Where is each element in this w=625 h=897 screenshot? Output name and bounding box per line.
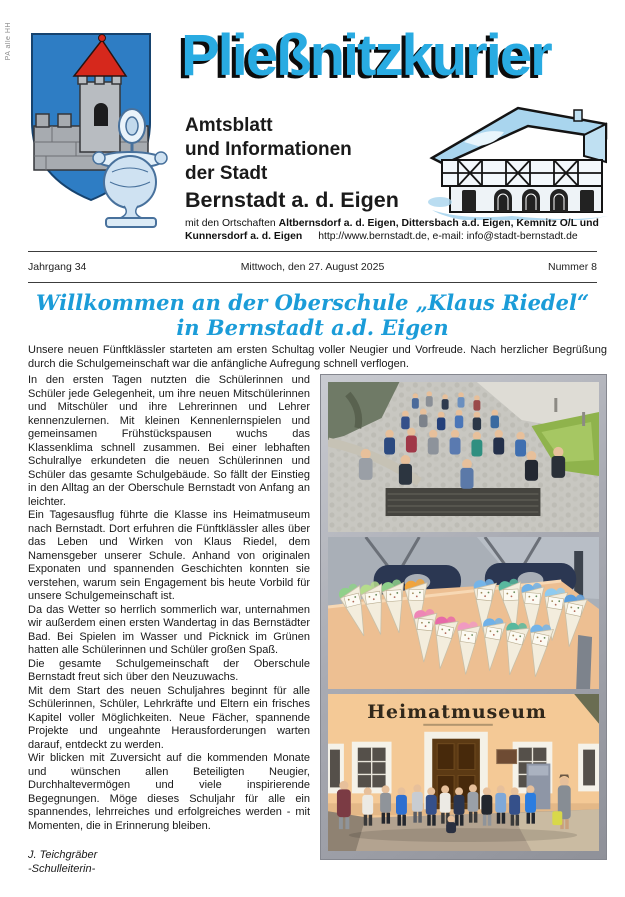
- half-timbered-house-drawing: [424, 102, 612, 220]
- subtitle-city: Bernstadt a. d. Eigen: [185, 188, 399, 212]
- signature-role: -Schulleiterin-: [28, 863, 96, 875]
- issue-date: Mittwoch, den 27. August 2025: [240, 261, 385, 273]
- museum-sign-text: Heimatmuseum: [367, 700, 547, 723]
- masthead: [0, 0, 625, 250]
- article-body: [28, 344, 607, 876]
- paragraph: Wir blicken mit Zuversicht auf die kommenden Monate und wünschen allen Beteiligten Neugier, Durchhaltevermögen und viele inspirierende Begegnungen. Möge dieses Schuljahr für alle ein spannendes, lehrreiches und erfolgreiches werden - mit Momenten, die in Erinnerung bleiben.: [28, 752, 310, 832]
- subtitle-line: Amtsblatt: [185, 115, 273, 136]
- intro-paragraph: Unsere neuen Fünftklässler starteten am ersten Schultag voller Neugier und Vorfreude. Nach herzlicher Begrüßung durch die Schulgemeinschaft war die anfängliche Aufregung schnell verflogen.: [28, 344, 607, 370]
- headline-line2: in Bernstadt a.d. Eigen: [176, 315, 449, 340]
- text-column: [28, 374, 310, 876]
- subtitle-line: und Informationen: [185, 139, 352, 160]
- bench: [386, 488, 541, 516]
- paragraph: Mit dem Start des neuen Schuljahres beginnt für alle Schülerinnen, Schüler, Lehrkräfte und Eltern ein frisches Kapitel voller Möglichkeiten. Neue Fächer, spannende Projekte und ungeahnte Herausforderungen warten darauf, entdeckt zu werden.: [28, 684, 310, 751]
- contact-line: http://www.bernstadt.de, e-mail: info@stadt-bernstadt.de: [318, 230, 578, 242]
- districts-prefix: mit den Ortschaften: [185, 218, 276, 229]
- photo-class-group-outdoors: [328, 382, 599, 532]
- districts-bold: Kunnersdorf a. d. Eigen: [185, 230, 303, 242]
- paragraph: Ein Tagesausflug führte die Klasse ins Heimatmuseum nach Bernstadt. Dort erfuhren die Fünftklässler alles über das Leben und Wirken von Klaus Riedel, dem Namensgeber unserer Schule. Anhand von originalen Exponaten und spannenden Geschichten konnten sie verstehen, warum sein Engagement bis heute Vorbild für unsere Schulgemeinschaft ist.: [28, 509, 310, 602]
- masthead-title: Pließnitzkurier: [181, 23, 551, 88]
- issue-volume: Jahrgang 34: [28, 261, 87, 273]
- coat-of-arms: [28, 30, 180, 238]
- issue-number: Nummer 8: [547, 261, 597, 273]
- masthead-subtitle: [185, 114, 399, 215]
- subtitle-line: der Stadt: [185, 163, 268, 184]
- photo-heimatmuseum-group: [328, 694, 599, 851]
- edge-print-note: PA alle HH: [5, 22, 12, 61]
- districts-line: [185, 218, 610, 243]
- photo-column-frame: [320, 374, 607, 860]
- districts-bold: Altbernsdorf a. d. Eigen, Dittersbach a.d. Eigen, Kemnitz O/L und: [278, 218, 599, 229]
- signature-name: J. Teichgräber: [28, 849, 98, 861]
- paragraph: Da das Wetter so herrlich sommerlich war, unternahmen wir außerdem einen ersten Wandertag in das Bernstädter Bad. Bei Spielen im Wasser und Picknick im Grünen hatten alle Schülerinnen und Schüler großen Spaß.: [28, 603, 310, 656]
- headline-line1: Willkommen an der Oberschule „Klaus Riedel“: [35, 290, 590, 315]
- paragraph: Die gesamte Schulgemeinschaft der Oberschule Bernstadt freut sich über den Neuzuwachs.: [28, 657, 310, 683]
- article-headline: [0, 290, 625, 340]
- paragraph: In den ersten Tagen nutzten die Schülerinnen und Schüler jede Gelegenheit, um ihre neuen Mitschülerinnen und Mitschüler und ihre Lehrerinnen und Lehrer kennenzulernen. Mit kleinen Kennenlernspielen und gemeinsamen Frühstückspausen wuchs das Klassenklima schnell zusammen. Bei einer lebhaften Schulrallye erkundeten die neuen Schülerinnen und Schüler das gesamte Schulgebäude. So fällt der Einstieg in den Alltag an der Oberschule Bernstadt von Anfang an leichter.: [28, 374, 310, 508]
- issue-bar: [28, 251, 597, 283]
- photo-paper-cones-desks: [328, 537, 599, 689]
- signature-block: [28, 848, 310, 876]
